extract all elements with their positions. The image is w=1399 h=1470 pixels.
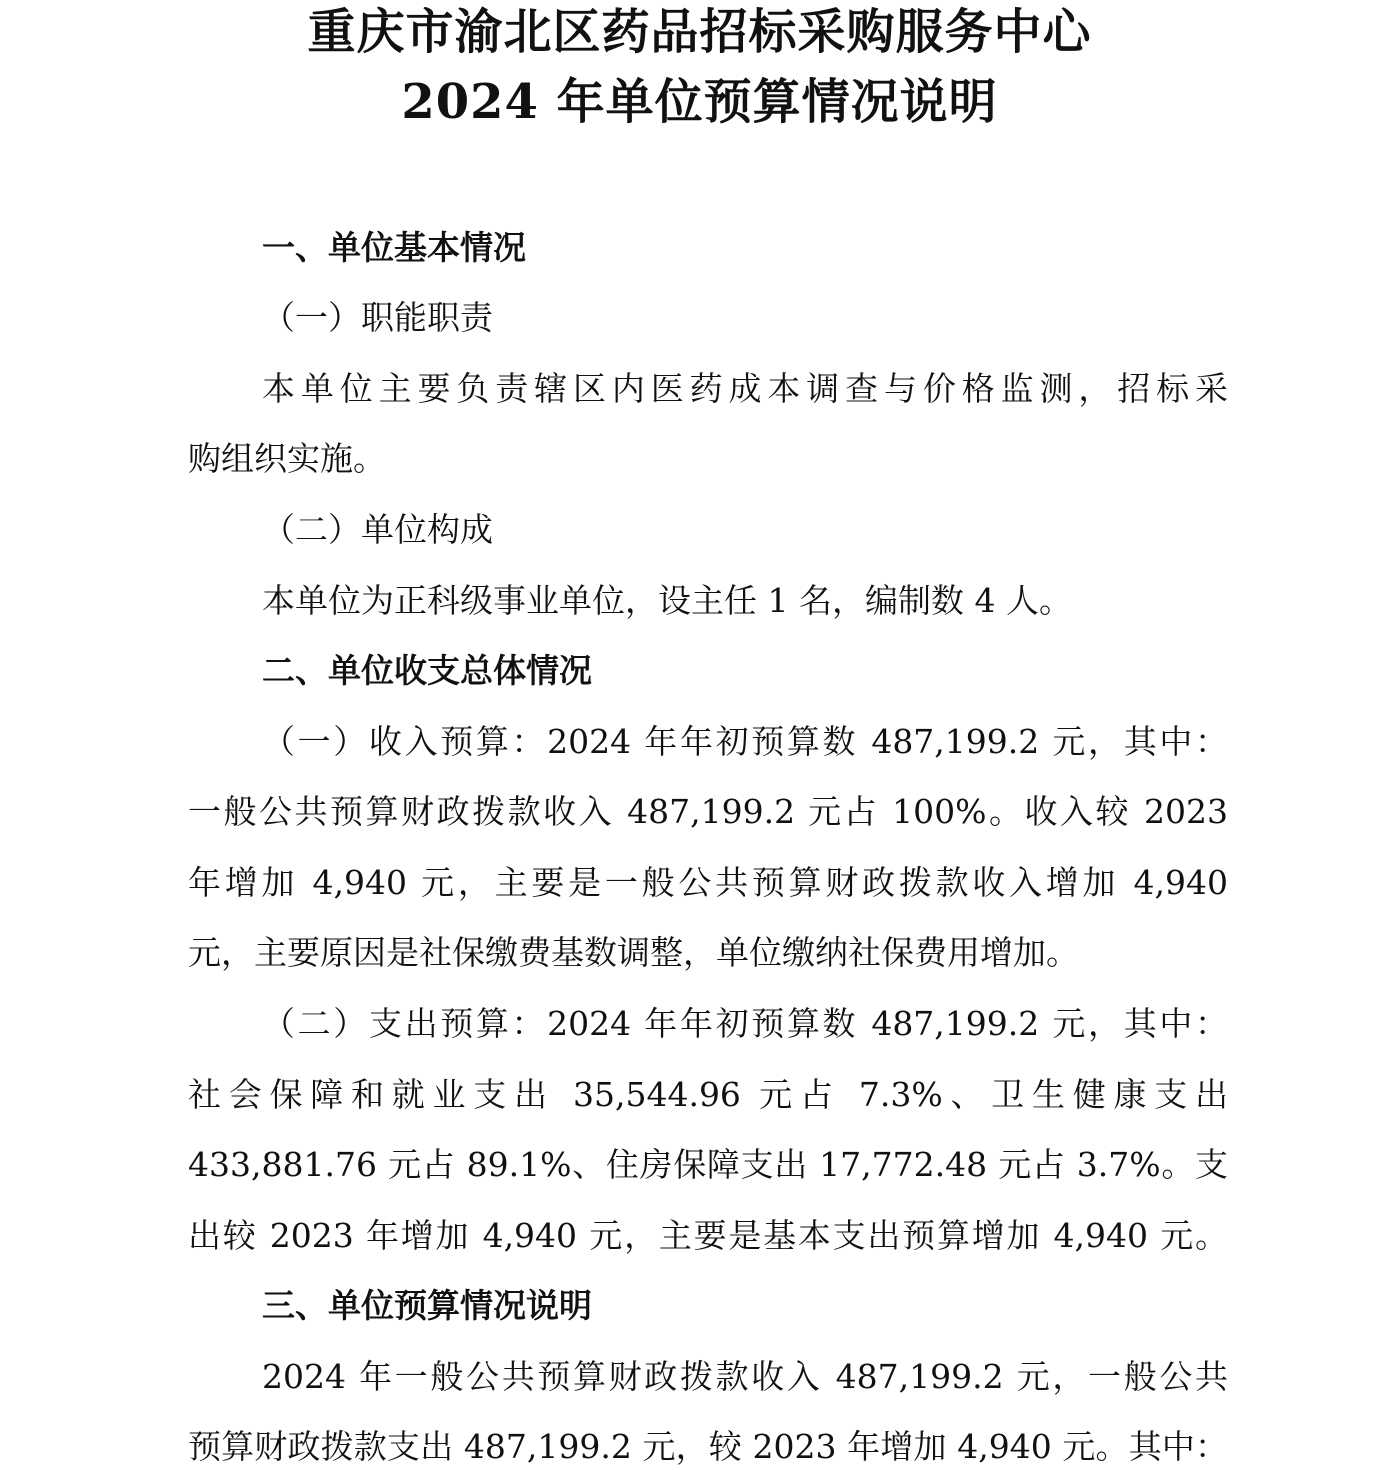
- section-1-heading: 一、单位基本情况: [262, 228, 526, 267]
- income-line-1: （一）收入预算：2024 年年初预算数 487,199.2 元，其中：: [262, 722, 1228, 761]
- income-line-4: 元，主要原因是社保缴费基数调整，单位缴纳社保费用增加。: [188, 933, 1079, 972]
- expense-line-4: 出较 2023 年增加 4,940 元，主要是基本支出预算增加 4,940 元。: [188, 1216, 1228, 1255]
- section-3-text-line-2: 预算财政拨款支出 487,199.2 元，较 2023 年增加 4,940 元。其中：: [188, 1427, 1228, 1466]
- expense-line-3: 433,881.76 元占 89.1%、住房保障支出 17,772.48 元占 3.7%。支: [188, 1145, 1228, 1184]
- section-2-heading: 二、单位收支总体情况: [262, 651, 592, 690]
- section-3-heading: 三、单位预算情况说明: [262, 1286, 592, 1325]
- expense-line-2: 社会保障和就业支出 35,544.96 元占 7.3%、卫生健康支出: [188, 1075, 1228, 1114]
- income-line-2: 一般公共预算财政拨款收入 487,199.2 元占 100%。收入较 2023: [188, 792, 1228, 831]
- section-3-text-line-1: 2024 年一般公共预算财政拨款收入 487,199.2 元，一般公共: [262, 1357, 1228, 1396]
- income-line-3: 年增加 4,940 元，主要是一般公共预算财政拨款收入增加 4,940: [188, 863, 1228, 902]
- document-title-line-2: 2024 年单位预算情况说明: [401, 74, 998, 130]
- section-1-sub-1-heading: （一）职能职责: [262, 298, 493, 337]
- section-1-sub-2-heading: （二）单位构成: [262, 510, 493, 549]
- section-1-sub-1-text-line-1: 本单位主要负责辖区内医药成本调查与价格监测，招标采: [262, 369, 1228, 408]
- section-1-sub-2-text-line-1: 本单位为正科级事业单位，设主任 1 名，编制数 4 人。: [262, 581, 1072, 620]
- expense-line-1: （二）支出预算：2024 年年初预算数 487,199.2 元，其中：: [262, 1004, 1228, 1043]
- section-1-sub-1-text-line-2: 购组织实施。: [188, 439, 386, 478]
- document-title-line-1: 重庆市渝北区药品招标采购服务中心: [307, 4, 1092, 60]
